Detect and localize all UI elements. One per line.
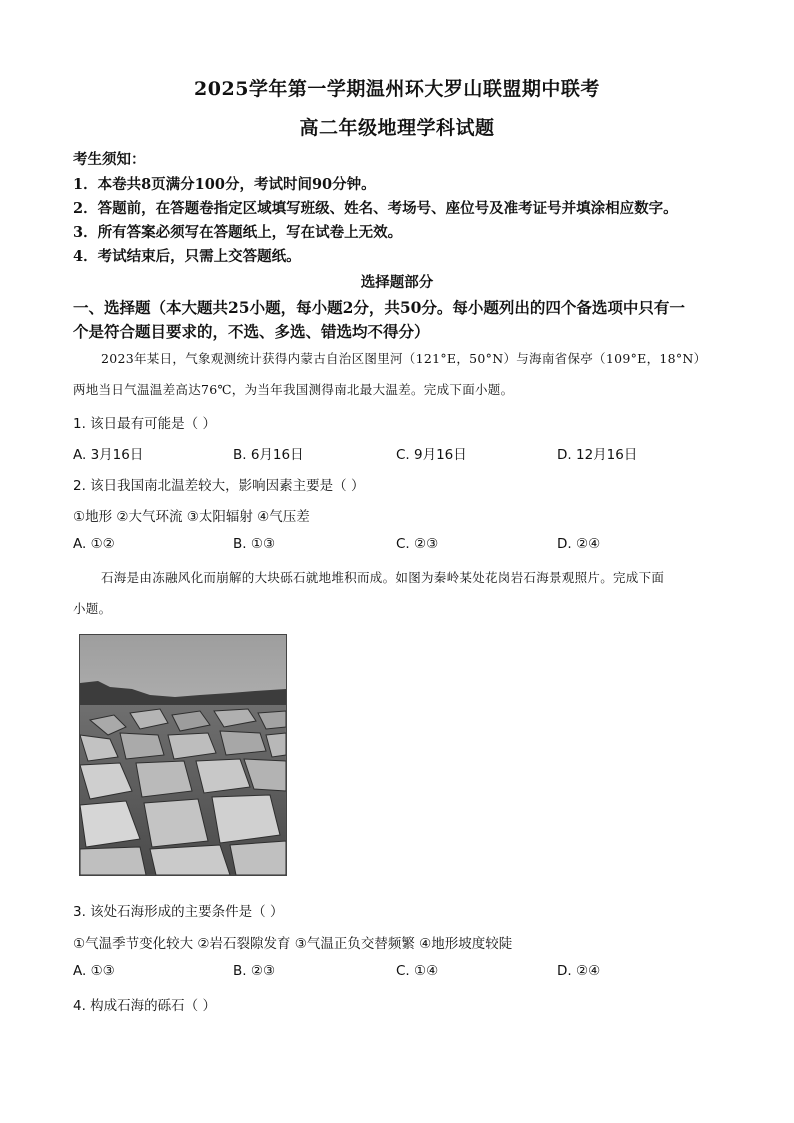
section-heading-line-2: 个是符合题目要求的，不选、多选、错选均不得分） bbox=[73, 322, 430, 341]
question-2-option-a: A. ①② bbox=[73, 536, 115, 552]
rock-field-photo bbox=[79, 634, 287, 876]
passage-1-line-2: 两地当日气温温差高达76℃，为当年我国测得南北最大温差。完成下面小题。 bbox=[73, 382, 514, 397]
question-2-option-d: D. ②④ bbox=[557, 536, 601, 552]
question-2-factors: ①地形 ②大气环流 ③太阳辐射 ④气压差 bbox=[73, 509, 310, 525]
question-3-option-b: B. ②③ bbox=[233, 963, 276, 979]
notice-heading: 考生须知： bbox=[73, 151, 146, 168]
section-heading-line-1: 一、选择题（本大题共25小题，每小题2分，共50分。每小题列出的四个备选项中只有一 bbox=[73, 298, 685, 317]
notice-item-2: 2．答题前，在答题卷指定区域填写班级、姓名、考场号、座位号及准考证号并填涂相应数字。 bbox=[73, 200, 678, 217]
question-3-stem: 3. 该处石海形成的主要条件是（ ） bbox=[73, 904, 284, 920]
rock-field-image-icon bbox=[80, 635, 286, 875]
question-1-option-b: B. 6月16日 bbox=[233, 447, 304, 463]
question-1-option-d: D. 12月16日 bbox=[557, 447, 638, 463]
question-3-option-a: A. ①③ bbox=[73, 963, 115, 979]
notice-item-4: 4．考试结束后，只需上交答题纸。 bbox=[73, 248, 301, 265]
passage-1-line-1: 2023年某日，气象观测统计获得内蒙古自治区图里河（121°E，50°N）与海南省保亭（109°E，18°N） bbox=[101, 351, 707, 366]
passage-2-line-2: 小题。 bbox=[73, 601, 112, 616]
part-title: 选择题部分 bbox=[360, 274, 434, 291]
exam-title: 2025学年第一学期温州环大罗山联盟期中联考 bbox=[194, 78, 600, 100]
question-3-option-c: C. ①④ bbox=[396, 963, 439, 979]
notice-item-1: 1．本卷共8页满分100分，考试时间90分钟。 bbox=[73, 176, 376, 193]
question-2-option-b: B. ①③ bbox=[233, 536, 276, 552]
passage-2-line-1: 石海是由冻融风化而崩解的大块砾石就地堆积而成。如图为秦岭某处花岗岩石海景观照片。完成下面 bbox=[101, 570, 665, 585]
question-2-option-c: C. ②③ bbox=[396, 536, 439, 552]
notice-item-3: 3．所有答案必须写在答题纸上，写在试卷上无效。 bbox=[73, 224, 403, 241]
question-4-stem: 4. 构成石海的砾石（ ） bbox=[73, 998, 216, 1014]
question-1-option-c: C. 9月16日 bbox=[396, 447, 467, 463]
question-1-option-a: A. 3月16日 bbox=[73, 447, 144, 463]
exam-subtitle: 高二年级地理学科试题 bbox=[299, 117, 495, 139]
question-3-option-d: D. ②④ bbox=[557, 963, 601, 979]
question-1-stem: 1. 该日最有可能是（ ） bbox=[73, 416, 216, 432]
question-3-factors: ①气温季节变化较大 ②岩石裂隙发育 ③气温正负交替频繁 ④地形坡度较陡 bbox=[73, 936, 513, 952]
question-2-stem: 2. 该日我国南北温差较大，影响因素主要是（ ） bbox=[73, 478, 365, 494]
